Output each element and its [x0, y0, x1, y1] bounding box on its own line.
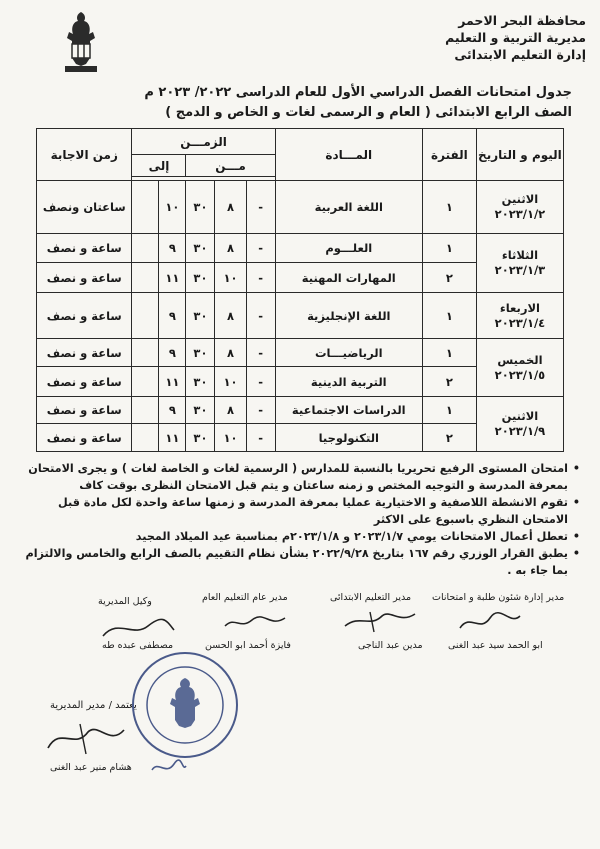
note-item: • تقوم الانشطة اللاصفية و الاختيارية عمليا بمعرفة المدرسة و زمنها ساعة واحدة لكل مادة قبل الامتحان النظري باسبوع على الاكثر: [20, 494, 580, 528]
header-authority: [445, 12, 586, 63]
subject-cell: التربية الدينية: [275, 367, 422, 397]
from-hour-cell: ٨: [215, 234, 246, 263]
signature-title: مدير التعليم الابتدائى: [330, 592, 412, 603]
duration-cell: ساعة و نصف: [37, 397, 132, 424]
duration-cell: ساعة و نصف: [37, 263, 132, 293]
to-hour-cell: ١١: [159, 367, 186, 397]
grade-title: الصف الرابع الابتدائى ( العام و الرسمى لغات و الخاص و الدمج ): [165, 105, 572, 120]
period-cell: ٢: [422, 424, 476, 452]
dash-cell: -: [246, 367, 275, 397]
eagle-logo-icon: [55, 8, 107, 76]
from-hour-cell: ٨: [215, 339, 246, 367]
approval-label: يعتمد / مدير المديرية: [50, 700, 137, 711]
day-date: ٢٠٢٣/١/٥: [494, 367, 546, 382]
subject-cell: العلـــوم: [275, 234, 422, 263]
header-administration: إدارة التعليم الابتدائى: [454, 47, 586, 62]
signer-name: مصطفى عبده طه: [102, 640, 174, 651]
director-signature: [40, 718, 130, 758]
duration-cell: ساعة و نصف: [37, 367, 132, 397]
day-date: ٢٠٢٣/١/٩: [494, 424, 546, 438]
duration-cell: ساعة و نصف: [37, 293, 132, 339]
from-hour-cell: ٨: [215, 181, 246, 234]
ink-mark: [148, 756, 188, 778]
to-hour-cell: ٩: [159, 293, 186, 339]
exam-schedule-table: [36, 128, 564, 452]
day-date: ٢٠٢٣/١/٤: [494, 315, 546, 330]
day-name: الاثنين: [501, 409, 539, 423]
director-name: هشام منير عبد الغنى: [50, 762, 132, 773]
handwritten-signature-3: [220, 608, 290, 634]
day-date: ٢٠٢٣/١/٣: [494, 263, 546, 277]
from-hour-cell: ١٠: [215, 367, 246, 397]
official-stamp-icon: [128, 648, 243, 763]
period-cell: ١: [422, 181, 476, 234]
period-cell: ١: [422, 234, 476, 263]
dash-cell: -: [246, 234, 275, 263]
handwritten-signature-1: [455, 608, 525, 636]
day-name: الاثنين: [501, 192, 539, 206]
from-minute-cell: ٣٠: [186, 263, 215, 293]
dash-cell: -: [246, 293, 275, 339]
day-cell: [476, 293, 563, 339]
day-name: الاربعاء: [499, 300, 540, 315]
to-hour-cell: ١٠: [159, 181, 186, 234]
empty-cell: [132, 181, 159, 234]
header-from: مـــن: [186, 155, 275, 177]
empty-cell: [132, 339, 159, 367]
period-cell: ١: [422, 339, 476, 367]
handwritten-signature-4: [98, 612, 178, 642]
subject-cell: اللغة العربية: [275, 181, 422, 234]
dash-cell: -: [246, 181, 275, 234]
subject-cell: المهارات المهنية: [275, 263, 422, 293]
header-day-date: اليوم و التاريخ: [476, 129, 563, 181]
from-minute-cell: ٣٠: [186, 234, 215, 263]
subject-cell: اللغة الإنجليزية: [275, 293, 422, 339]
schedule-title: جدول امتحانات الفصل الدراسي الأول للعام الدراسى ٢٠٢٢/ ٢٠٢٣ م: [144, 85, 572, 100]
day-date: ٢٠٢٣/١/٢: [494, 207, 546, 221]
from-hour-cell: ٨: [215, 293, 246, 339]
to-hour-cell: ٩: [159, 339, 186, 367]
from-hour-cell: ١٠: [215, 263, 246, 293]
signer-name: ابو الحمد سيد عبد الغنى: [448, 640, 543, 651]
table-row: [37, 397, 564, 424]
empty-cell: [132, 234, 159, 263]
from-minute-cell: ٣٠: [186, 293, 215, 339]
table-row: [37, 234, 564, 263]
from-minute-cell: ٣٠: [186, 367, 215, 397]
dash-cell: -: [246, 397, 275, 424]
empty-cell: [132, 367, 159, 397]
header-period: الفترة: [422, 129, 476, 181]
day-name: الثلاثاء: [501, 248, 539, 262]
signature-title: مدير إدارة شئون طلبة و امتحانات: [432, 592, 565, 603]
header-directorate: مديرية التربية و التعليم: [445, 30, 586, 45]
duration-cell: ساعة و نصف: [37, 339, 132, 367]
duration-cell: ساعتان ونصف: [37, 181, 132, 234]
from-hour-cell: ١٠: [215, 424, 246, 452]
duration-cell: ساعة و نصف: [37, 234, 132, 263]
day-cell: [476, 397, 563, 452]
subject-cell: الدراسات الاجتماعية: [275, 397, 422, 424]
subject-cell: الرياضيـــات: [275, 339, 422, 367]
duration-cell: ساعة و نصف: [37, 424, 132, 452]
to-hour-cell: ٩: [159, 234, 186, 263]
to-hour-cell: ١١: [159, 424, 186, 452]
period-cell: ١: [422, 293, 476, 339]
day-cell: [476, 234, 563, 293]
table-row: [37, 293, 564, 339]
day-name: الخميس: [497, 352, 543, 367]
note-item: • يطبق القرار الوزري رقم ١٦٧ بتاريخ ٢٠٢٢/٩/٢٨ بشأن نظام التقييم بالصف الرابع والخامس والالتزام بما جاء به .: [20, 545, 580, 579]
notes-list: [20, 460, 580, 579]
header-subject: المـــادة: [275, 129, 422, 181]
signer-name: فايزة أحمد ابو الحسن: [205, 640, 291, 651]
from-minute-cell: ٣٠: [186, 181, 215, 234]
empty-cell: [132, 397, 159, 424]
note-item: • امتحان المستوى الرفيع تحريريا بالنسبة للمدارس ( الرسمية لغات و الخاصة لغات ) و يجرى الامتحان بمعرفة المدرسة و التوجيه المختص و زمنه ساعتان و يتم قبل الامتحان النظرى بوقت كاف: [20, 460, 580, 494]
subject-cell: التكنولوجيا: [275, 424, 422, 452]
day-cell: [476, 339, 563, 397]
empty-cell: [132, 293, 159, 339]
to-hour-cell: ١١: [159, 263, 186, 293]
from-minute-cell: ٣٠: [186, 424, 215, 452]
day-cell: [476, 181, 563, 234]
empty-cell: [132, 263, 159, 293]
from-minute-cell: ٣٠: [186, 397, 215, 424]
period-cell: ٢: [422, 263, 476, 293]
dash-cell: -: [246, 424, 275, 452]
header-to: إلى: [132, 155, 186, 177]
signature-title: وكيل المديرية: [98, 596, 152, 607]
signature-title: مدير عام التعليم العام: [202, 592, 288, 603]
empty-cell: [132, 424, 159, 452]
dash-cell: -: [246, 263, 275, 293]
header-time: الزمـــن: [132, 129, 275, 155]
signer-name: مدين عبد الناجى: [358, 640, 423, 651]
header-duration: زمن الاجابة: [37, 129, 132, 181]
to-hour-cell: ٩: [159, 397, 186, 424]
period-cell: ٢: [422, 367, 476, 397]
period-cell: ١: [422, 397, 476, 424]
handwritten-signature-2: [340, 604, 420, 634]
dash-cell: -: [246, 339, 275, 367]
from-minute-cell: ٣٠: [186, 339, 215, 367]
from-hour-cell: ٨: [215, 397, 246, 424]
table-row: [37, 339, 564, 367]
header-governorate: محافظة البحر الاحمر: [458, 13, 586, 28]
note-item: • تعطل أعمال الامتحانات يومي ٢٠٢٣/١/٧ و ٢٠٢٣/١/٨م بمناسبة عيد الميلاد المجيد: [20, 528, 580, 545]
table-row: [37, 181, 564, 234]
